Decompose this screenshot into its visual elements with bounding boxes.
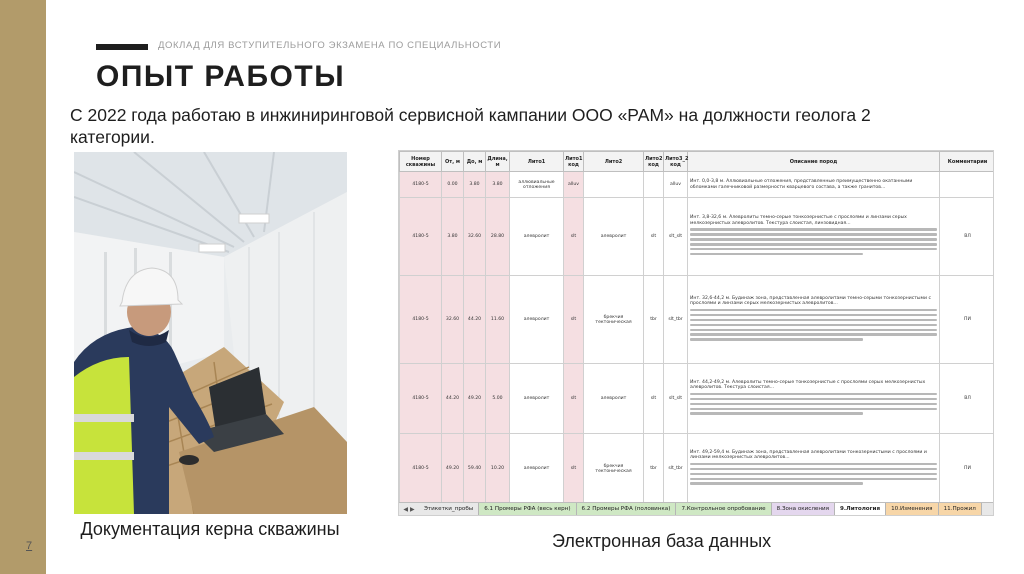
cell-length[interactable]: 10.20 [486,434,510,504]
text-line [690,338,863,341]
cell-to[interactable]: 59.40 [464,434,486,504]
cell-lito2-code[interactable]: slt [644,198,664,276]
col-header-length: Длина, м [486,152,510,172]
cell-well[interactable]: 4180-5 [400,276,442,364]
cell-from[interactable]: 0.00 [442,172,464,198]
cell-lito1[interactable]: алевролит [510,276,564,364]
cell-comment[interactable] [940,172,995,198]
table-row [400,172,995,198]
slide-title: ОПЫТ РАБОТЫ [96,60,346,93]
col-header-lito1: Лито1 [510,152,564,172]
table-row [400,198,995,276]
tab-scroll-arrows[interactable]: ◀ ▶ [403,505,415,513]
cell-length[interactable]: 5.00 [486,364,510,434]
cell-lito2[interactable] [584,172,644,198]
text-line [690,412,863,415]
cell-comment[interactable]: ВЛ [940,364,995,434]
spreadsheet-screenshot [398,150,994,516]
col-header-lito1-code: Лито1 код [564,152,584,172]
cell-to[interactable]: 49.20 [464,364,486,434]
cell-lito2[interactable]: алевролит [584,364,644,434]
text-line [690,393,937,396]
col-header-lito3-code: Лито3_2 код [664,152,688,172]
intro-text: С 2022 года работаю в инжиниринговой сервисной кампании ООО «РАМ» на должности геолога 2 категории. [70,105,871,147]
text-line [690,243,937,246]
col-header-description: Описание пород [688,152,940,172]
photo-caption: Документация керна скважины [80,519,340,539]
cell-lito3-code[interactable]: slt_slt [664,364,688,434]
cell-to[interactable]: 3.80 [464,172,486,198]
col-header-well: Номер скважины [400,152,442,172]
cell-well[interactable]: 4180-5 [400,198,442,276]
cell-lito2-code[interactable]: tbr [644,434,664,504]
tab-alterations[interactable]: 10.Изменения [886,503,938,515]
cell-lito1[interactable]: алевролит [510,198,564,276]
description-text: Инт. 3,8-32,6 м. Алевролиты темно-серые тонкозернистые с прослоями и линзами серых мелкозернистых алевролитов. Текстура слоистая, линзовидная... [690,215,907,226]
cell-lito2-code[interactable]: tbr [644,276,664,364]
text-line [690,482,863,485]
cell-length[interactable]: 11.60 [486,276,510,364]
cell-lito1-code[interactable]: slt [564,276,584,364]
cell-lito3-code[interactable]: slt_tbr [664,434,688,504]
text-line [690,319,937,322]
cell-well[interactable]: 4180-5 [400,434,442,504]
cell-lito1[interactable]: алевролит [510,364,564,434]
col-header-lito2: Лито2 [584,152,644,172]
text-line [690,314,937,317]
tab-labels-samples[interactable]: Этикетки_пробы [419,503,479,515]
cell-to[interactable]: 32.60 [464,198,486,276]
core-documentation-photo [74,152,347,514]
cell-lito3-code[interactable]: slt_tbr [664,276,688,364]
cell-lito2[interactable]: алевролит [584,198,644,276]
text-line [690,248,937,251]
col-header-to: До, м [464,152,486,172]
cell-to[interactable]: 44.20 [464,276,486,364]
text-line [690,478,937,481]
cell-description[interactable] [688,172,940,198]
tab-xrf-whole-core[interactable]: 6.1 Промеры РФА (весь керн) [479,503,576,515]
text-line [690,473,937,476]
decorative-side-band [0,0,46,574]
text-line [690,403,937,406]
cell-lito1-code[interactable]: alluv [564,172,584,198]
database-caption: Электронная база данных [552,531,772,551]
cell-well[interactable]: 4180-5 [400,172,442,198]
description-text: Инт. 49,2-59,4 м. Будинаж зона, представленная алевролитами тонкозернистыми с прослоями и линзами мелкозернистых алевролитов... [690,449,927,461]
table-header-row [400,152,995,172]
cell-comment[interactable]: ПИ [940,434,995,504]
cell-description[interactable] [688,364,940,434]
table-row [400,276,995,364]
text-line [690,468,937,471]
cell-description[interactable] [688,198,940,276]
cell-lito3-code[interactable]: slt_slt [664,198,688,276]
col-header-comments: Комментарии [940,152,995,172]
col-header-lito2-code: Лито2 код [644,152,664,172]
cell-lito1[interactable]: алевролит [510,434,564,504]
header-accent-bar [96,44,148,50]
cell-description[interactable] [688,276,940,364]
text-line [690,329,937,332]
text-line [690,463,937,466]
description-text: Инт. 44,2-49,2 м. Алевролиты темно-серые тонкозернистые с прослоями серых мелкозернистых алевролитов. Текстура слоистая... [690,379,926,391]
cell-lito2-code[interactable]: slt [644,364,664,434]
cell-lito2[interactable]: брекчия тектоническая [584,276,644,364]
description-text: Инт. 32,6-44,2 м. Будинаж зона, представленная алевролитами темно-серыми тонкозернистыми с прослоями и линзами серых мелкозернистых алевролитов... [690,295,931,307]
description-text: Инт. 0,0-3,8 м. Аллювиальные отложения, представленные преимущественно окатанными обломками галечниковой размерности кварцевого состава, а также гранитов... [690,179,913,190]
cell-lito3-code[interactable]: alluv [664,172,688,198]
cell-lito1-code[interactable]: slt [564,198,584,276]
cell-from[interactable]: 32.60 [442,276,464,364]
table-row [400,364,995,434]
cell-comment[interactable]: ПИ [940,276,995,364]
cell-description[interactable] [688,434,940,504]
tab-veinlets[interactable]: 11.Прожил [939,503,982,515]
cell-lito2-code[interactable] [644,172,664,198]
text-line [690,324,937,327]
header-subtitle: ДОКЛАД ДЛЯ ВСТУПИТЕЛЬНОГО ЭКЗАМЕНА ПО СПЕЦИАЛЬНОСТИ [158,40,502,51]
lithology-table [399,151,994,504]
cell-lito2[interactable]: брекчия тектоническая [584,434,644,504]
cell-lito1-code[interactable]: slt [564,434,584,504]
tab-xrf-half-core[interactable]: 6.2 Промеры РФА (половинка) [577,503,677,515]
text-line [690,228,937,231]
cell-length[interactable]: 28.80 [486,198,510,276]
text-line [690,238,937,241]
cell-from[interactable]: 49.20 [442,434,464,504]
cell-well[interactable]: 4180-5 [400,364,442,434]
cell-length[interactable]: 3.80 [486,172,510,198]
tab-oxidation-zone[interactable]: 8.Зона окисления [772,503,835,515]
cell-lito1-code[interactable]: slt [564,364,584,434]
page-number[interactable]: 7 [26,540,33,552]
tab-lithology[interactable]: 9.Литология [835,503,886,515]
col-header-from: От, м [442,152,464,172]
sheet-tab-bar [399,502,994,515]
cell-from[interactable]: 3.80 [442,198,464,276]
cell-comment[interactable]: ВЛ [940,198,995,276]
table-row [400,434,995,504]
text-line [690,333,937,336]
text-line [690,408,937,411]
tab-control-sampling[interactable]: 7.Контрольное опробование [676,503,771,515]
cell-from[interactable]: 44.20 [442,364,464,434]
text-line [690,253,863,256]
text-line [690,398,937,401]
text-line [690,309,937,312]
text-line [690,233,937,236]
cell-lito1[interactable]: аллювиальные отложения [510,172,564,198]
